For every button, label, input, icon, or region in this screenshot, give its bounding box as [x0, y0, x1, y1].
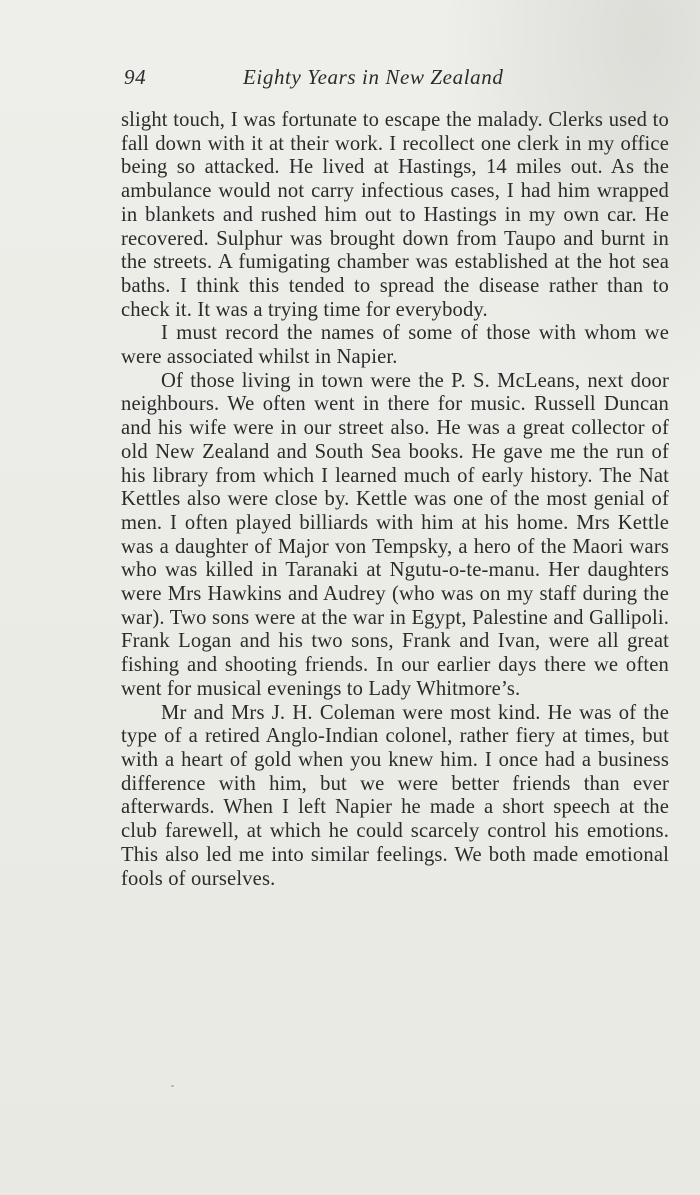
paragraph-town-friends: Of those living in town were the P. S. McLeans, next door neighbours. We often went in there for music. Russell Duncan and his wife were in our street also. He was a great collector of old New Zealand and South Sea books. He gave me the run of his library from which I learned much of early history. The Nat Kettles also were close by. Kettle was one of the most genial of men. I often played billiards with him at his home. Mrs Kettle was a daughter of Major von Tempsky, a hero of the Maori wars who was killed in Taranaki at Ngutu-o-te-manu. Her daughters were Mrs Hawkins and Audrey (who was on my staff during the war). Two sons were at the war in Egypt, Palestine and Gallipoli. Frank Logan and his two sons, Frank and Ivan, were all great fishing and shooting friends. In our earlier days there we often went for musical evenings to Lady Whitmore’s.: [121, 369, 669, 700]
paragraph-associates-intro: I must record the names of some of those with whom we were associated whilst in Napier.: [121, 322, 669, 369]
body-text: [121, 109, 669, 891]
paragraph-influenza-epidemic: slight touch, I was fortunate to escape the malady. Clerks used to fall down with it at their work. I recollect one clerk in my office being so attacked. He lived at Hastings, 14 miles out. As the ambulance would not carry infectious cases, I had him wrapped in blankets and rushed him out to Hastings in my own car. He recovered. Sulphur was brought down from Taupo and burnt in the streets. A fumigating chamber was established at the hot sea baths. I think this tended to spread the disease rather than to check it. It was a trying time for everybody.: [121, 109, 669, 321]
running-head: [124, 62, 670, 92]
paragraph-coleman: Mr and Mrs J. H. Coleman were most kind. He was of the type of a retired Anglo-Indian colonel, rather fiery at times, but with a heart of gold when you knew him. I once had a business difference with him, but we were better friends than ever afterwards. When I left Napier he made a short speech at the club farewell, at which he could scarcely control his emotions. This also led me into similar feelings. We both made emotional fools of ourselves.: [121, 701, 669, 890]
page-number: 94: [124, 65, 147, 89]
book-title: Eighty Years in New Zealand: [243, 65, 504, 89]
paper-speck: [171, 1085, 174, 1087]
